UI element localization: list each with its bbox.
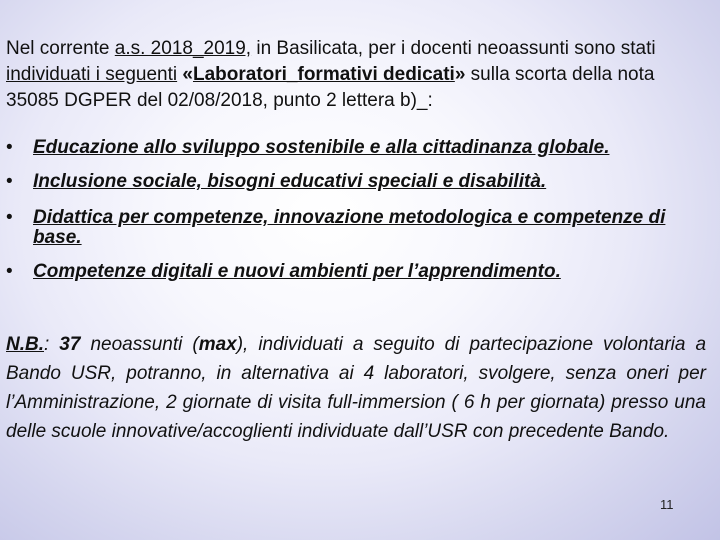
list-item (6, 262, 710, 282)
intro-text-3: sulla scorta della nota 35085 DGPER del 02/08/2018, punto 2 lettera b)_: (6, 64, 655, 111)
nota-bene-text-2: ), individuati a seguito di partecipazione volontaria a Bando USR, potranno, in alternativa ai 4 laboratori, svolgere, senza oneri per l’Amministrazione, 2 giornate di visita full-immersion ( 6 h per giornata) presso una delle scuole innovative/accoglienti individuate dall’USR con precedente Bando. (6, 334, 707, 442)
list-item-text: Educazione allo sviluppo sostenibile e alla cittadinanza globale. (33, 137, 610, 158)
nota-bene-count: 37 (59, 334, 81, 355)
intro-laboratori-formativi: Laboratori_formativi dedicati (192, 64, 455, 85)
intro-quote-close: » (454, 64, 466, 85)
list-item-text: Didattica per competenze, innovazione metodologica e competenze di base. (33, 207, 666, 248)
list-item-text: Competenze digitali e nuovi ambienti per l’apprendimento. (33, 261, 561, 282)
nota-bene-max: max (198, 334, 237, 355)
intro-text-1: Nel corrente (6, 38, 115, 59)
list-item (6, 138, 710, 158)
nota-bene-text-1: neoassunti ( (80, 334, 199, 355)
laboratori-list (6, 138, 710, 282)
page-number: 11 (660, 497, 674, 512)
bullet-dot-icon: • (6, 137, 13, 158)
nota-bene-colon: : (44, 334, 60, 355)
nota-bene-label: N.B. (6, 334, 44, 355)
list-item (6, 172, 710, 192)
nota-bene-paragraph (6, 330, 706, 446)
intro-quote-open: « (177, 64, 193, 85)
intro-text-2: in Basilicata, per i docenti neoassunti sono stati (251, 38, 656, 59)
list-item (6, 208, 710, 248)
intro-individuati: individuati i seguenti (6, 64, 178, 85)
intro-paragraph (6, 36, 710, 114)
bullet-dot-icon: • (6, 261, 13, 282)
intro-school-year: a.s. 2018_2019, (114, 38, 252, 59)
list-item-text: Inclusione sociale, bisogni educativi speciali e disabilità. (33, 171, 547, 192)
bullet-dot-icon: • (6, 171, 13, 192)
bullet-dot-icon: • (6, 207, 13, 228)
